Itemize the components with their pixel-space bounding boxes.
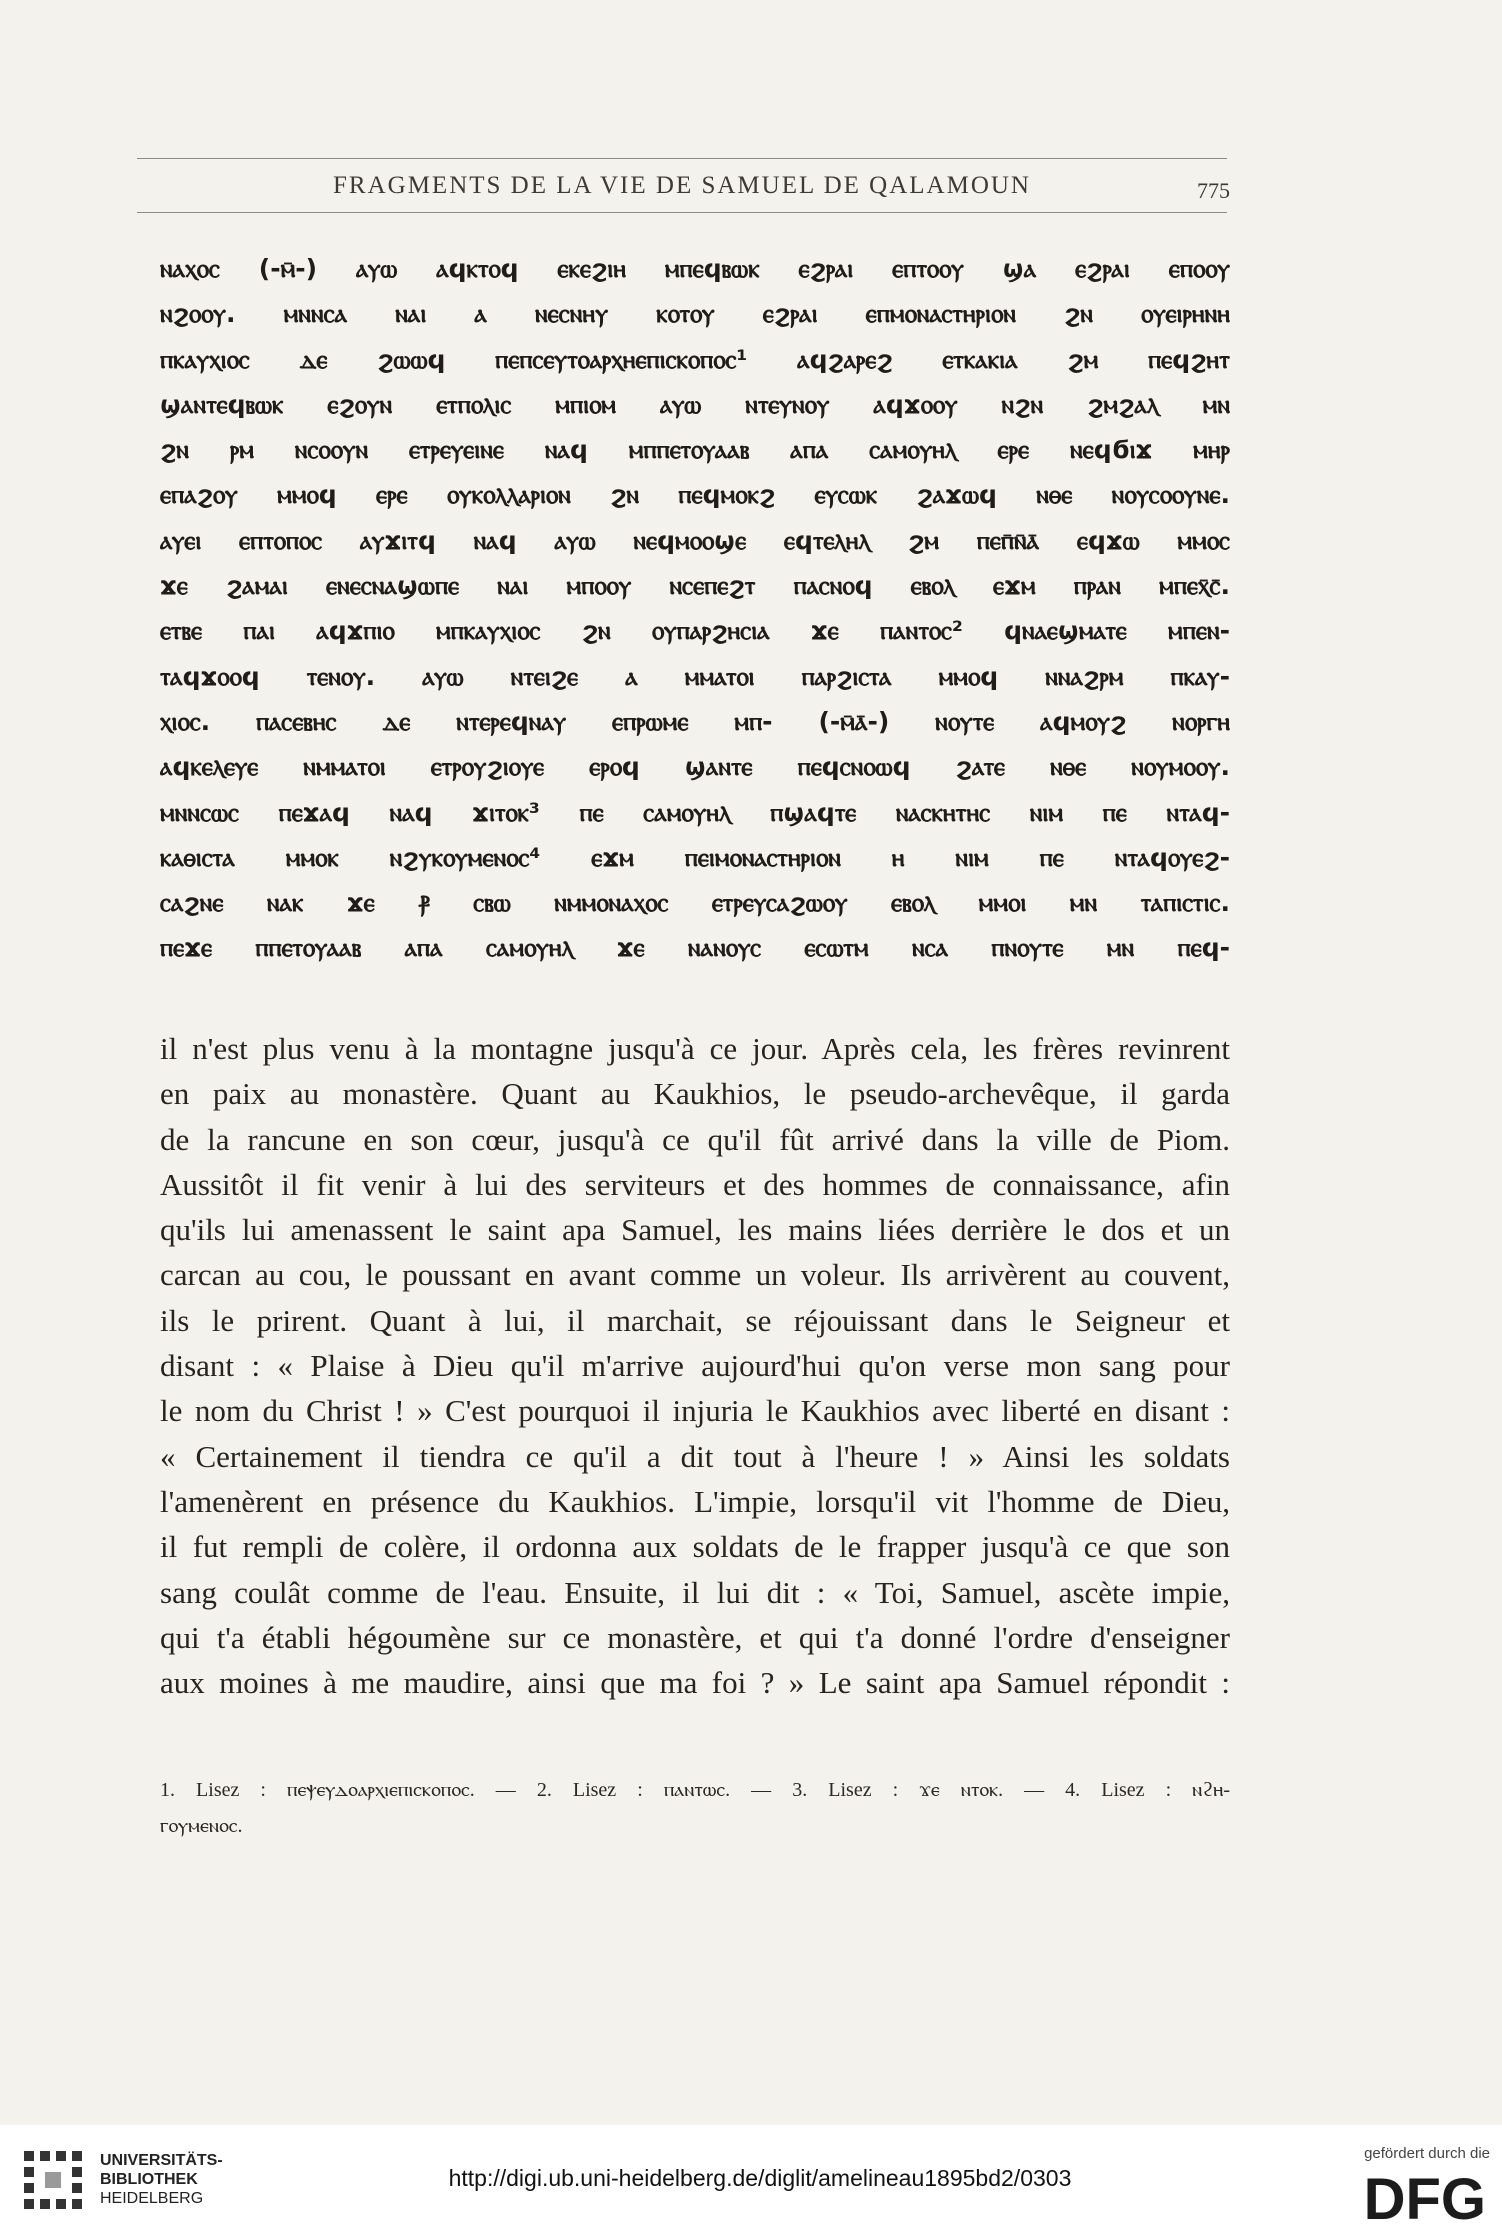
translation-line: disant : « Plaise à Dieu qu'il m'arrive aujourd'hui qu'on verse mon sang pour (160, 1348, 1230, 1384)
translation-line: carcan au cou, le poussant en avant comme un voleur. Ils arrivèrent au couvent, (160, 1257, 1230, 1293)
library-line: UNIVERSITÄTS- (100, 2152, 223, 2169)
translation-line: l'amenèrent en présence du Kaukhios. L'impie, lorsqu'il vit l'homme de Dieu, (160, 1483, 1230, 1519)
french-translation-block (160, 1026, 1230, 1705)
translation-line: ils le prirent. Quant à lui, il marchait, se réjouissant dans le Seigneur et (160, 1302, 1230, 1338)
dfg-logo-icon (1336, 2169, 1486, 2225)
library-line: HEIDELBERG (100, 2190, 204, 2207)
translation-line: il fut rempli de colère, il ordonna aux soldats de le frapper jusqu'à ce que son (160, 1529, 1230, 1565)
digitization-footer (0, 2125, 1502, 2239)
translation-line: aux moines à me maudire, ainsi que ma foi ? » Le saint apa Samuel répondit : (160, 1665, 1230, 1701)
translation-line: sang coulât comme de l'eau. Ensuite, il lui dit : « Toi, Samuel, ascète impie, (160, 1574, 1230, 1610)
coptic-line: ⲕⲁⲑⲓⲥⲧⲁ ⲙⲙⲟⲕ ⲛϩⲩⲕⲟⲩⲙⲉⲛⲟⲥ⁴ ⲉϫⲙ ⲡⲉⲓⲙⲟⲛⲁⲥⲧⲏⲣⲓⲟⲛ ⲏ ⲛⲓⲙ ⲡⲉ ⲛⲧⲁϥⲟⲩⲉϩ- (160, 842, 1230, 872)
coptic-line: ⲧⲁϥϫⲟⲟϥ ⲧⲉⲛⲟⲩ. ⲁⲩⲱ ⲛⲧⲉⲓϩⲉ ⲁ ⲙⲙⲁⲧⲟⲓ ⲡⲁⲣϩⲓⲥⲧⲁ ⲙⲙⲟϥ ⲛⲛⲁϩⲣⲙ ⲡⲕⲁⲩ- (160, 661, 1230, 691)
library-line: BIBLIOTHEK (100, 2171, 198, 2188)
footnotes (160, 1772, 1230, 1844)
footnote-line: 1. Lisez : ⲡⲉⲯⲉⲩⲇⲟⲁⲣⲭⲓⲉⲡⲓⲥⲕⲟⲡⲟⲥ. — 2. Lisez : ⲡⲁⲛⲧⲱⲥ. — 3. Lisez : ϫⲉ ⲛⲧⲟⲕ. — 4. Lisez : ⲛϩⲏ- (160, 1779, 1230, 1801)
coptic-text-block (160, 246, 1230, 971)
permalink-url[interactable]: http://digi.ub.uni-heidelberg.de/diglit/amelineau1895bd2/0303 (448, 2165, 1072, 2191)
translation-line: le nom du Christ ! » C'est pourquoi il injuria le Kaukhios avec liberté en disant : (160, 1393, 1230, 1429)
page-number: 775 (1197, 178, 1230, 203)
university-library-logo-icon (20, 2147, 86, 2213)
header-rule-top (137, 158, 1227, 159)
coptic-line: ⲛϩⲟⲟⲩ. ⲙⲛⲛⲥⲁ ⲛⲁⲓ ⲁ ⲛⲉⲥⲛⲏⲩ ⲕⲟⲧⲟⲩ ⲉϩⲣⲁⲓ ⲉⲡⲙⲟⲛⲁⲥⲧⲏⲣⲓⲟⲛ ϩⲛ ⲟⲩⲉⲓⲣⲏⲛⲏ (160, 299, 1230, 329)
footnote-line: ⲅⲟⲩⲙⲉⲛⲟⲥ. (160, 1815, 243, 1837)
coptic-line: ϩⲛ ⲣⲙ ⲛⲥⲟⲟⲩⲛ ⲉⲧⲣⲉⲩⲉⲓⲛⲉ ⲛⲁϥ ⲙⲡⲡⲉⲧⲟⲩⲁⲁⲃ ⲁⲡⲁ ⲥⲁⲙⲟⲩⲏⲗ ⲉⲣⲉ ⲛⲉϥϭⲓϫ ⲙⲏⲣ (160, 435, 1230, 465)
translation-line: qu'ils lui amenassent le saint apa Samuel, les mains liées derrière le dos et un (160, 1212, 1230, 1248)
coptic-line: ⲁϥⲕⲉⲗⲉⲩⲉ ⲛⲙⲙⲁⲧⲟⲓ ⲉⲧⲣⲟⲩϩⲓⲟⲩⲉ ⲉⲣⲟϥ ϣⲁⲛⲧⲉ ⲡⲉϥⲥⲛⲟⲱϥ ϩⲁⲧⲉ ⲛⲑⲉ ⲛⲟⲩⲙⲟⲟⲩ. (160, 752, 1230, 782)
header-rule-bottom (137, 212, 1227, 213)
coptic-line: ϣⲁⲛⲧⲉϥⲃⲱⲕ ⲉϩⲟⲩⲛ ⲉⲧⲡⲟⲗⲓⲥ ⲙⲡⲓⲟⲙ ⲁⲩⲱ ⲛⲧⲉⲩⲛⲟⲩ ⲁϥϫⲟⲟⲩ ⲛϩⲛ ϩⲙϩⲁⲗ ⲙⲛ (160, 389, 1230, 419)
translation-line: de la rancune en son cœur, jusqu'à ce qu'il fût arrivé dans la ville de Piom. (160, 1121, 1230, 1157)
coptic-line: ϫⲉ ϩⲁⲙⲁⲓ ⲉⲛⲉⲥⲛⲁϣⲱⲡⲉ ⲛⲁⲓ ⲙⲡⲟⲟⲩ ⲛⲥⲉⲡⲉϩⲧ ⲡⲁⲥⲛⲟϥ ⲉⲃⲟⲗ ⲉϫⲙ ⲡⲣⲁⲛ ⲙⲡⲉⲭ̄ⲥ̄. (160, 571, 1230, 601)
coptic-line: ⲭⲓⲟⲥ. ⲡⲁⲥⲉⲃⲏⲥ ⲇⲉ ⲛⲧⲉⲣⲉϥⲛⲁⲩ ⲉⲡⲣⲱⲙⲉ ⲙⲡ- (-ⲙ̄ⲁ̄-) ⲛⲟⲩⲧⲉ ⲁϥⲙⲟⲩϩ ⲛⲟⲣⲅⲏ (160, 706, 1230, 736)
translation-line: en paix au monastère. Quant au Kaukhios, le pseudo-archevêque, il garda (160, 1076, 1230, 1112)
dfg-wordmark: DFG (1363, 2169, 1486, 2225)
library-name (100, 2151, 223, 2208)
coptic-line: ⲁⲩⲉⲓ ⲉⲡⲧⲟⲡⲟⲥ ⲁⲩϫⲓⲧϥ ⲛⲁϥ ⲁⲩⲱ ⲛⲉϥⲙⲟⲟϣⲉ ⲉϥⲧⲉⲗⲏⲗ ϩⲙ ⲡⲉⲡ̄ⲛ̄ⲁ̄ ⲉϥϫⲱ ⲙⲙⲟⲥ (160, 525, 1230, 555)
coptic-line: ⲙⲛⲛⲥⲱⲥ ⲡⲉϫⲁϥ ⲛⲁϥ ϫⲓⲧⲟⲕ³ ⲡⲉ ⲥⲁⲙⲟⲩⲏⲗ ⲡϣⲁϥⲧⲉ ⲛⲁⲥⲕⲏⲧⲏⲥ ⲛⲓⲙ ⲡⲉ ⲛⲧⲁϥ- (160, 797, 1230, 827)
funding-caption: gefördert durch die (1364, 2145, 1490, 2162)
translation-line: « Certainement il tiendra ce qu'il a dit tout à l'heure ! » Ainsi les soldats (160, 1438, 1230, 1474)
coptic-line: ⲡⲕⲁⲩⲭⲓⲟⲥ ⲇⲉ ϩⲱⲱϥ ⲡⲉⲡⲥⲉⲩⲧⲟⲁⲣⲭⲏⲉⲡⲓⲥⲕⲟⲡⲟⲥ¹ ⲁϥϩⲁⲣⲉϩ ⲉⲧⲕⲁⲕⲓⲁ ϩⲙ ⲡⲉϥϩⲏⲧ (160, 344, 1230, 374)
coptic-line: ⲛⲁⲭⲟⲥ (-ⲙ̄-) ⲁⲩⲱ ⲁϥⲕⲧⲟϥ ⲉⲕⲉϩⲓⲏ ⲙⲡⲉϥⲃⲱⲕ ⲉϩⲣⲁⲓ ⲉⲡⲧⲟⲟⲩ ϣⲁ ⲉϩⲣⲁⲓ ⲉⲡⲟⲟⲩ (160, 254, 1230, 283)
coptic-line: ⲥⲁϩⲛⲉ ⲛⲁⲕ ϫⲉ ⳁ ⲥⲃⲱ ⲛⲙⲙⲟⲛⲁⲭⲟⲥ ⲉⲧⲣⲉⲩⲥⲁϩⲱⲟⲩ ⲉⲃⲟⲗ ⲙⲙⲟⲓ ⲙⲛ ⲧⲁⲡⲓⲥⲧⲓⲥ. (160, 888, 1230, 918)
running-title: FRAGMENTS DE LA VIE DE SAMUEL DE QALAMOUN (333, 172, 1031, 199)
coptic-line: ⲉⲡⲁϩⲟⲩ ⲙⲙⲟϥ ⲉⲣⲉ ⲟⲩⲕⲟⲗⲗⲁⲣⲓⲟⲛ ϩⲛ ⲡⲉϥⲙⲟⲕϩ ⲉⲩⲥⲱⲕ ϩⲁϫⲱϥ ⲛⲑⲉ ⲛⲟⲩⲥⲟⲟⲩⲛⲉ. (160, 480, 1230, 510)
translation-line: il n'est plus venu à la montagne jusqu'à ce jour. Après cela, les frères revinrent (160, 1031, 1230, 1066)
translation-line: Aussitôt il fit venir à lui des serviteurs et des hommes de connaissance, afin (160, 1166, 1230, 1202)
coptic-line: ⲡⲉϫⲉ ⲡⲡⲉⲧⲟⲩⲁⲁⲃ ⲁⲡⲁ ⲥⲁⲙⲟⲩⲏⲗ ϫⲉ ⲛⲁⲛⲟⲩⲥ ⲉⲥⲱⲧⲙ ⲛⲥⲁ ⲡⲛⲟⲩⲧⲉ ⲙⲛ ⲡⲉϥ- (160, 933, 1230, 963)
translation-line: qui t'a établi hégoumène sur ce monastère, et qui t'a donné l'ordre d'enseigner (160, 1619, 1230, 1655)
coptic-line: ⲉⲧⲃⲉ ⲡⲁⲓ ⲁϥϫⲡⲓⲟ ⲙⲡⲕⲁⲩⲭⲓⲟⲥ ϩⲛ ⲟⲩⲡⲁⲣϩⲏⲥⲓⲁ ϫⲉ ⲡⲁⲛⲧⲟⲥ² ϥⲛⲁⲉϣⲙⲁⲧⲉ ⲙⲡⲉⲛ- (160, 616, 1230, 646)
